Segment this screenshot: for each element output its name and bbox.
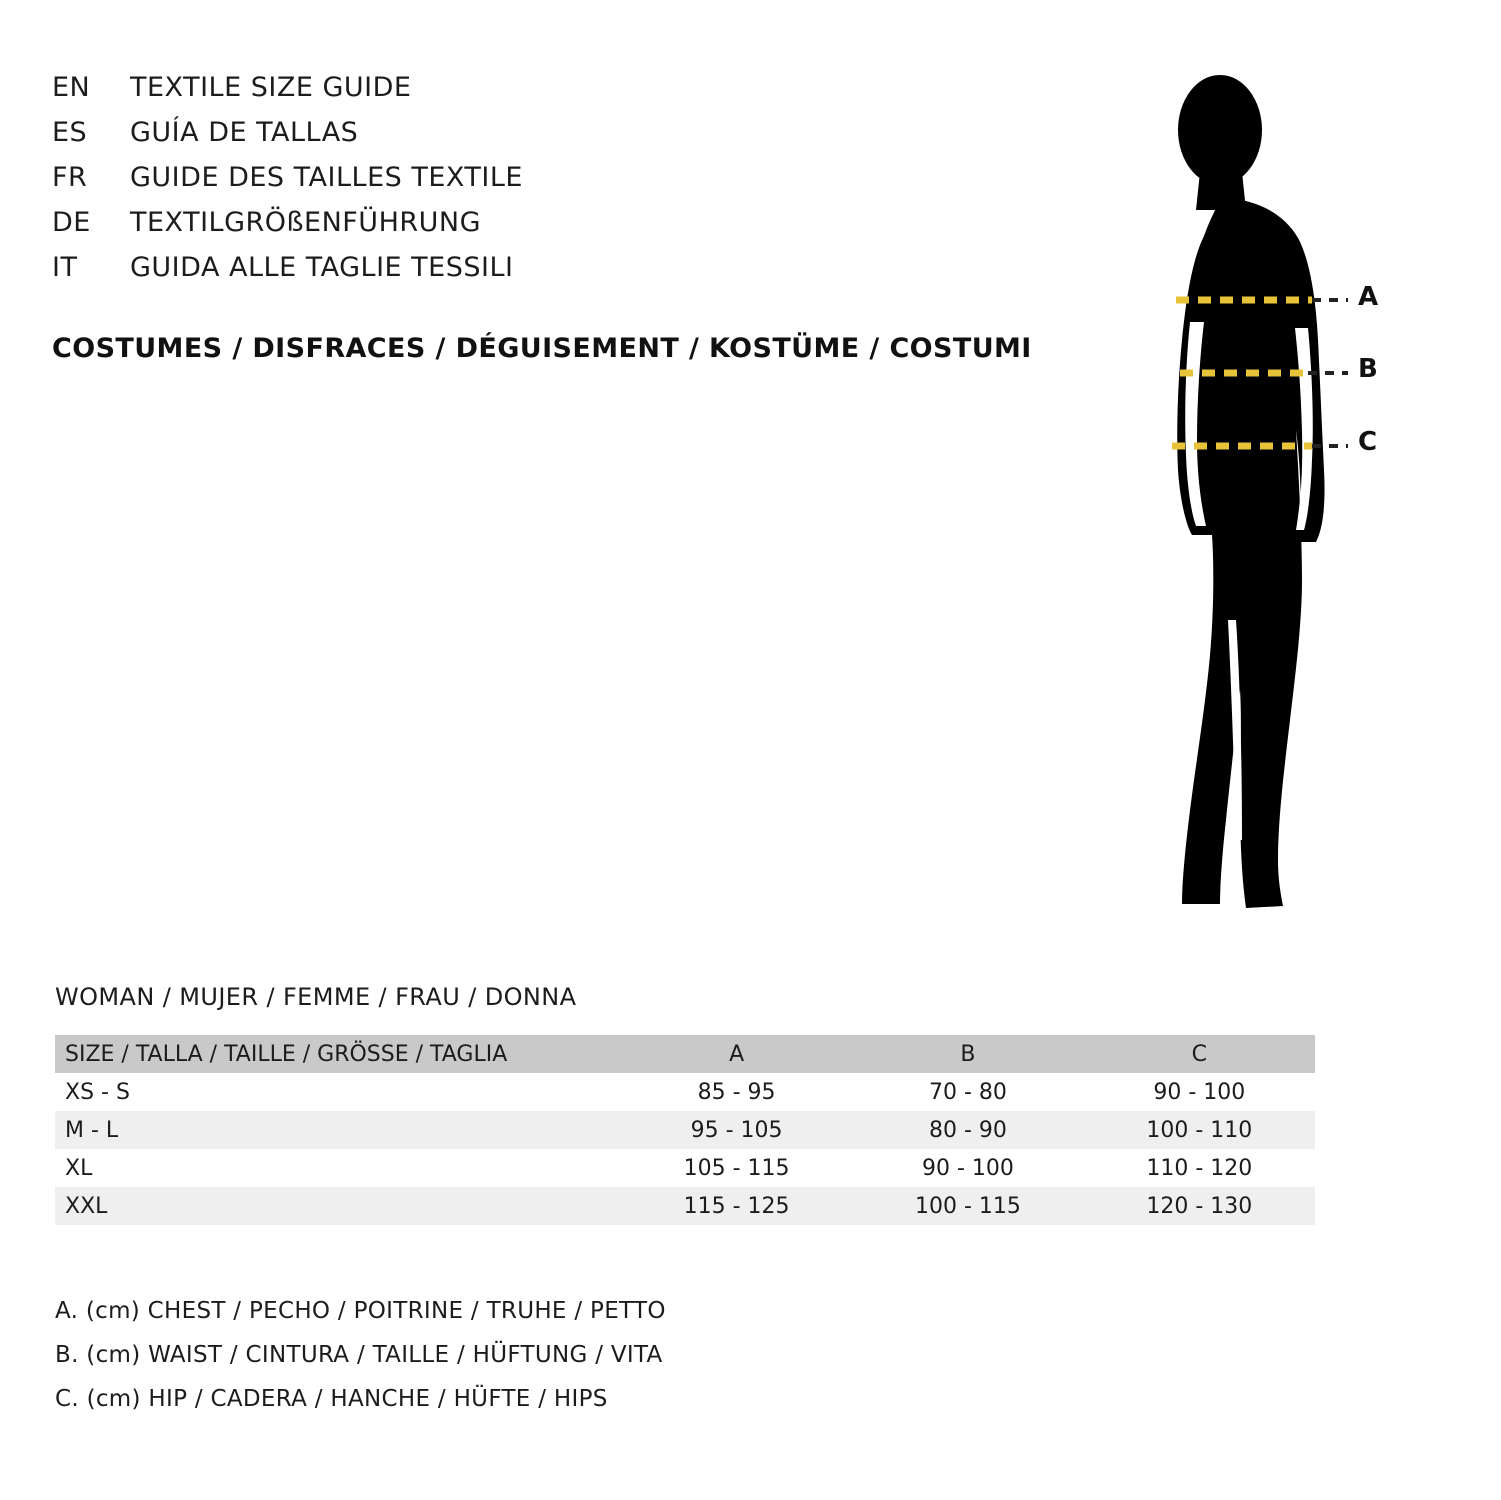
categories-line: COSTUMES / DISFRACES / DÉGUISEMENT / KOSTÜME / COSTUMI <box>52 333 1032 364</box>
table-row <box>55 1149 1315 1187</box>
language-row <box>52 117 1032 162</box>
language-code: IT <box>52 252 78 283</box>
cell-a: 115 - 125 <box>683 1193 790 1219</box>
marker-label-c: C <box>1358 427 1378 457</box>
language-text: GUIDE DES TAILLES TEXTILE <box>130 162 523 193</box>
language-code: EN <box>52 72 91 103</box>
table-header-row <box>55 1035 1315 1073</box>
table-header-size: SIZE / TALLA / TAILLE / GRÖSSE / TAGLIA <box>65 1041 508 1067</box>
language-code: ES <box>52 117 88 148</box>
cell-a: 95 - 105 <box>690 1117 783 1143</box>
cell-b: 100 - 115 <box>914 1193 1021 1219</box>
language-row <box>52 72 1032 117</box>
table-header-c: C <box>1191 1041 1207 1067</box>
language-text: GUIDA ALLE TAGLIE TESSILI <box>130 252 514 283</box>
woman-silhouette-icon <box>1050 60 1470 940</box>
cell-size: XS - S <box>65 1079 130 1105</box>
table-title: WOMAN / MUJER / FEMME / FRAU / DONNA <box>55 983 577 1011</box>
table-header-b: B <box>960 1041 976 1067</box>
cell-size: XXL <box>65 1193 108 1219</box>
legend <box>55 1298 666 1430</box>
table-row <box>55 1187 1315 1225</box>
cell-size: M - L <box>65 1117 119 1143</box>
measurement-figure <box>1050 60 1470 940</box>
cell-c: 90 - 100 <box>1153 1079 1246 1105</box>
language-list <box>52 72 1032 297</box>
table-row <box>55 1111 1315 1149</box>
cell-c: 100 - 110 <box>1146 1117 1253 1143</box>
marker-label-b: B <box>1358 354 1378 384</box>
cell-b: 80 - 90 <box>928 1117 1007 1143</box>
size-table <box>55 1035 1315 1225</box>
language-row <box>52 207 1032 252</box>
legend-item-b: B. (cm) WAIST / CINTURA / TAILLE / HÜFTUNG / VITA <box>55 1342 663 1368</box>
language-code: FR <box>52 162 88 193</box>
legend-item-c: C. (cm) HIP / CADERA / HANCHE / HÜFTE / HIPS <box>55 1386 608 1412</box>
language-text: GUÍA DE TALLAS <box>130 117 359 148</box>
cell-a: 85 - 95 <box>697 1079 776 1105</box>
table-row <box>55 1073 1315 1111</box>
cell-b: 70 - 80 <box>928 1079 1007 1105</box>
cell-c: 110 - 120 <box>1146 1155 1253 1181</box>
cell-b: 90 - 100 <box>921 1155 1014 1181</box>
marker-label-a: A <box>1358 282 1379 312</box>
language-row <box>52 252 1032 297</box>
cell-c: 120 - 130 <box>1146 1193 1253 1219</box>
language-text: TEXTILGRÖßENFÜHRUNG <box>130 207 482 238</box>
legend-item-a: A. (cm) CHEST / PECHO / POITRINE / TRUHE / PETTO <box>55 1298 666 1324</box>
cell-size: XL <box>65 1155 93 1181</box>
language-row <box>52 162 1032 207</box>
language-text: TEXTILE SIZE GUIDE <box>130 72 412 103</box>
language-code: DE <box>52 207 91 238</box>
table-header-a: A <box>729 1041 745 1067</box>
cell-a: 105 - 115 <box>683 1155 790 1181</box>
